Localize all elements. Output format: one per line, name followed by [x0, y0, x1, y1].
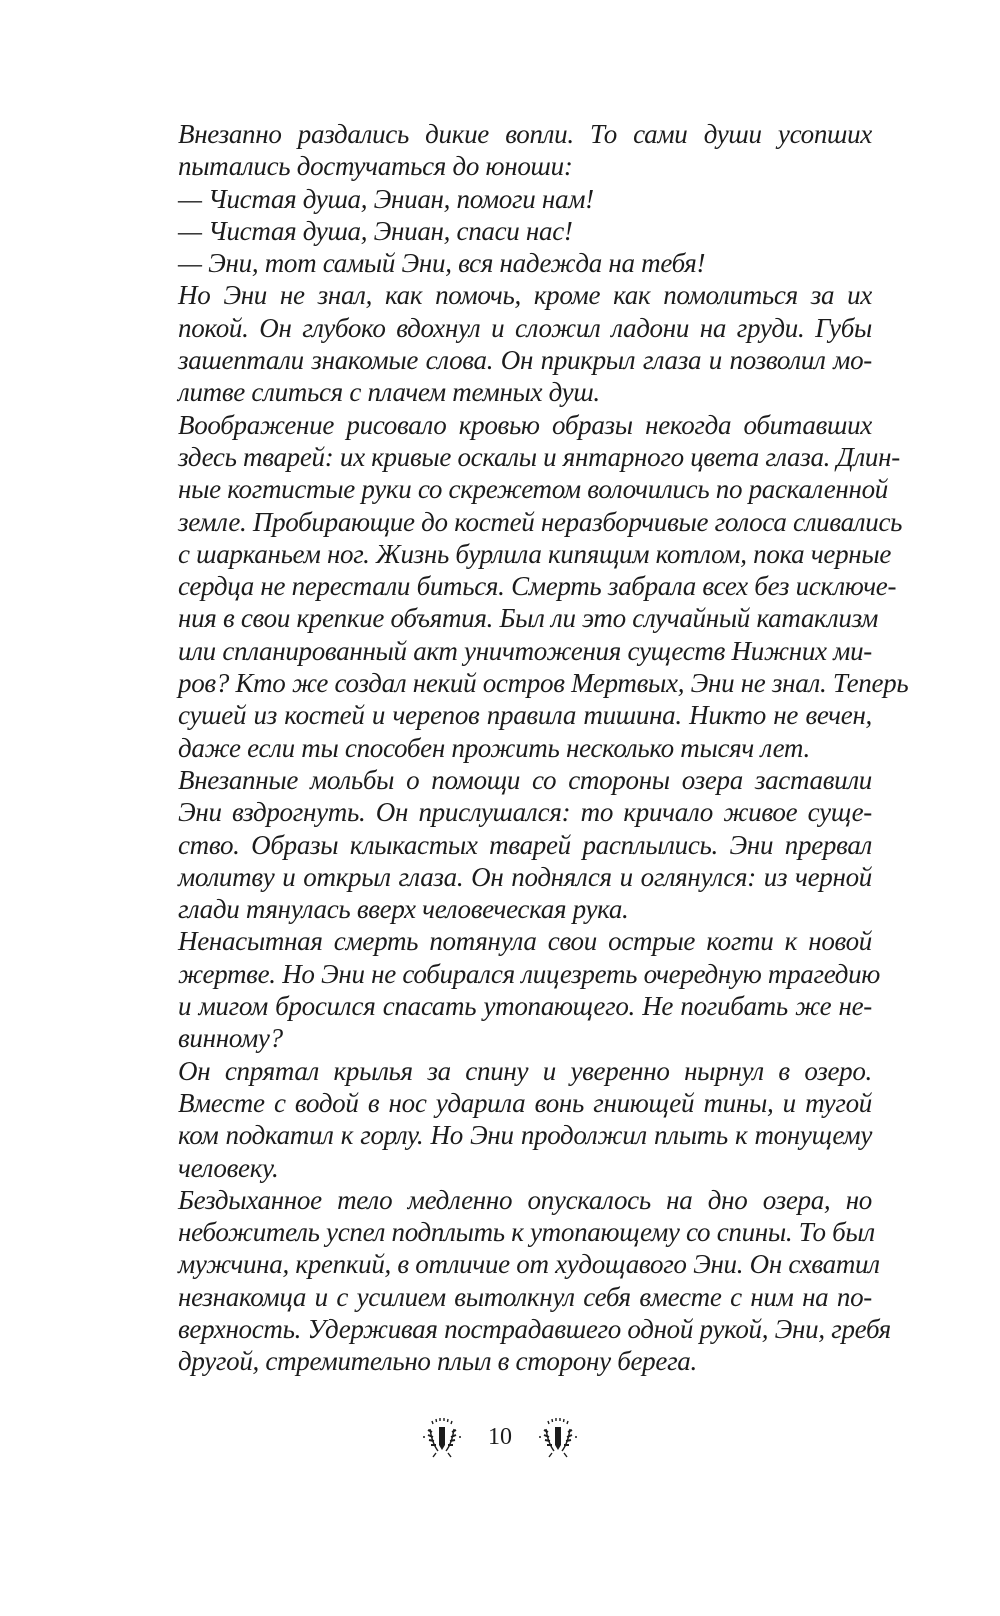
text-line: даже если ты способен прожить несколько тысяч лет.: [178, 732, 810, 763]
text-line: здесь тварей: их кривые оскалы и янтарного цвета глаза. Длин-: [178, 441, 900, 472]
text-line: — Эни, тот самый Эни, вся надежда на тебя!: [178, 248, 706, 279]
paragraph: [178, 925, 881, 1054]
text-line: и мигом бросился спасать утопающего. Не погибать же не-: [178, 991, 872, 1022]
text-line: незнакомца и с усилием вытолкнул себя вместе с ним на по-: [178, 1281, 872, 1312]
text-line: жертве. Но Эни не собирался лицезреть очередную трагедию: [178, 958, 881, 989]
text-line: или спланированный акт уничтожения существ Нижних ми-: [178, 635, 872, 666]
paragraph: [178, 1055, 872, 1184]
page-number: 10: [488, 1423, 512, 1450]
text-line: ные когтистые руки со скрежетом волочились по раскаленной: [178, 474, 888, 505]
text-line: — Чистая душа, Эниан, спаси нас!: [178, 215, 573, 246]
text-line: литве слиться с плачем темных душ.: [178, 377, 600, 408]
paragraph: [178, 279, 872, 408]
text-line: Внезапные мольбы о помощи со стороны озера заставили: [178, 764, 872, 795]
text-line: винному?: [178, 1023, 283, 1054]
text-line: сердца не перестали биться. Смерть забрала всех без исключе-: [178, 571, 897, 602]
laurel-pencil-ornament-icon: [418, 1415, 466, 1459]
text-line: молитву и открыл глаза. Он поднялся и оглянулся: из черной: [178, 861, 872, 892]
paragraph: [178, 409, 909, 764]
paragraph: [178, 764, 872, 925]
paragraph: [178, 1184, 891, 1378]
text-line: сушей из костей и черепов правила тишина. Никто не вечен,: [178, 700, 872, 731]
paragraph: [178, 215, 872, 247]
body-text: [178, 118, 909, 1378]
text-line: верхность. Удерживая пострадавшего одной рукой, Эни, гребя: [178, 1313, 891, 1344]
text-line: мужчина, крепкий, в отличие от худощавого Эни. Он схватил: [178, 1249, 880, 1280]
paragraph: [178, 118, 872, 183]
text-line: другой, стремительно плыл в сторону берега.: [178, 1346, 697, 1377]
text-line: ров? Кто же создал некий остров Мертвых, Эни не знал. Теперь: [178, 668, 909, 699]
page-footer: [0, 1412, 1000, 1462]
text-line: земле. Пробирающие до костей неразборчивые голоса сливались: [178, 506, 903, 537]
text-line: Эни вздрогнуть. Он прислушался: то кричало живое суще-: [178, 797, 872, 828]
text-line: небожитель успел подплыть к утопающему со спины. То был: [178, 1217, 875, 1248]
text-line: пытались достучаться до юноши:: [178, 151, 573, 182]
text-line: Ненасытная смерть потянула свои острые когти к новой: [178, 926, 872, 957]
text-line: зашептали знакомые слова. Он прикрыл глаза и позволил мо-: [178, 345, 872, 376]
paragraph: [178, 183, 872, 215]
text-line: глади тянулась вверх человеческая рука.: [178, 894, 629, 925]
text-line: с шарканьем ног. Жизнь бурлила кипящим котлом, пока черные: [178, 538, 892, 569]
text-line: человеку.: [178, 1152, 279, 1183]
text-line: — Чистая душа, Эниан, помоги нам!: [178, 183, 594, 214]
text-line: Бездыханное тело медленно опускалось на дно озера, но: [178, 1184, 872, 1215]
text-line: покой. Он глубоко вдохнул и сложил ладони на груди. Губы: [178, 312, 872, 343]
text-line: Воображение рисовало кровью образы некогда обитавших: [178, 409, 872, 440]
text-line: ком подкатил к горлу. Но Эни продолжил плыть к тонущему: [178, 1120, 872, 1151]
text-line: ния в свои крепкие объятия. Был ли это случайный катаклизм: [178, 603, 879, 634]
text-line: Вместе с водой в нос ударила вонь гниющей тины, и тугой: [178, 1087, 872, 1118]
text-line: Внезапно раздались дикие вопли. То сами души усопших: [178, 119, 872, 149]
text-line: Но Эни не знал, как помочь, кроме как помолиться за их: [178, 280, 872, 311]
paragraph: [178, 247, 872, 279]
laurel-pencil-ornament-icon: [534, 1415, 582, 1459]
text-line: ство. Образы клыкастых тварей расплылись. Эни прервал: [178, 829, 872, 860]
text-line: Он спрятал крылья за спину и уверенно нырнул в озеро.: [178, 1055, 872, 1086]
